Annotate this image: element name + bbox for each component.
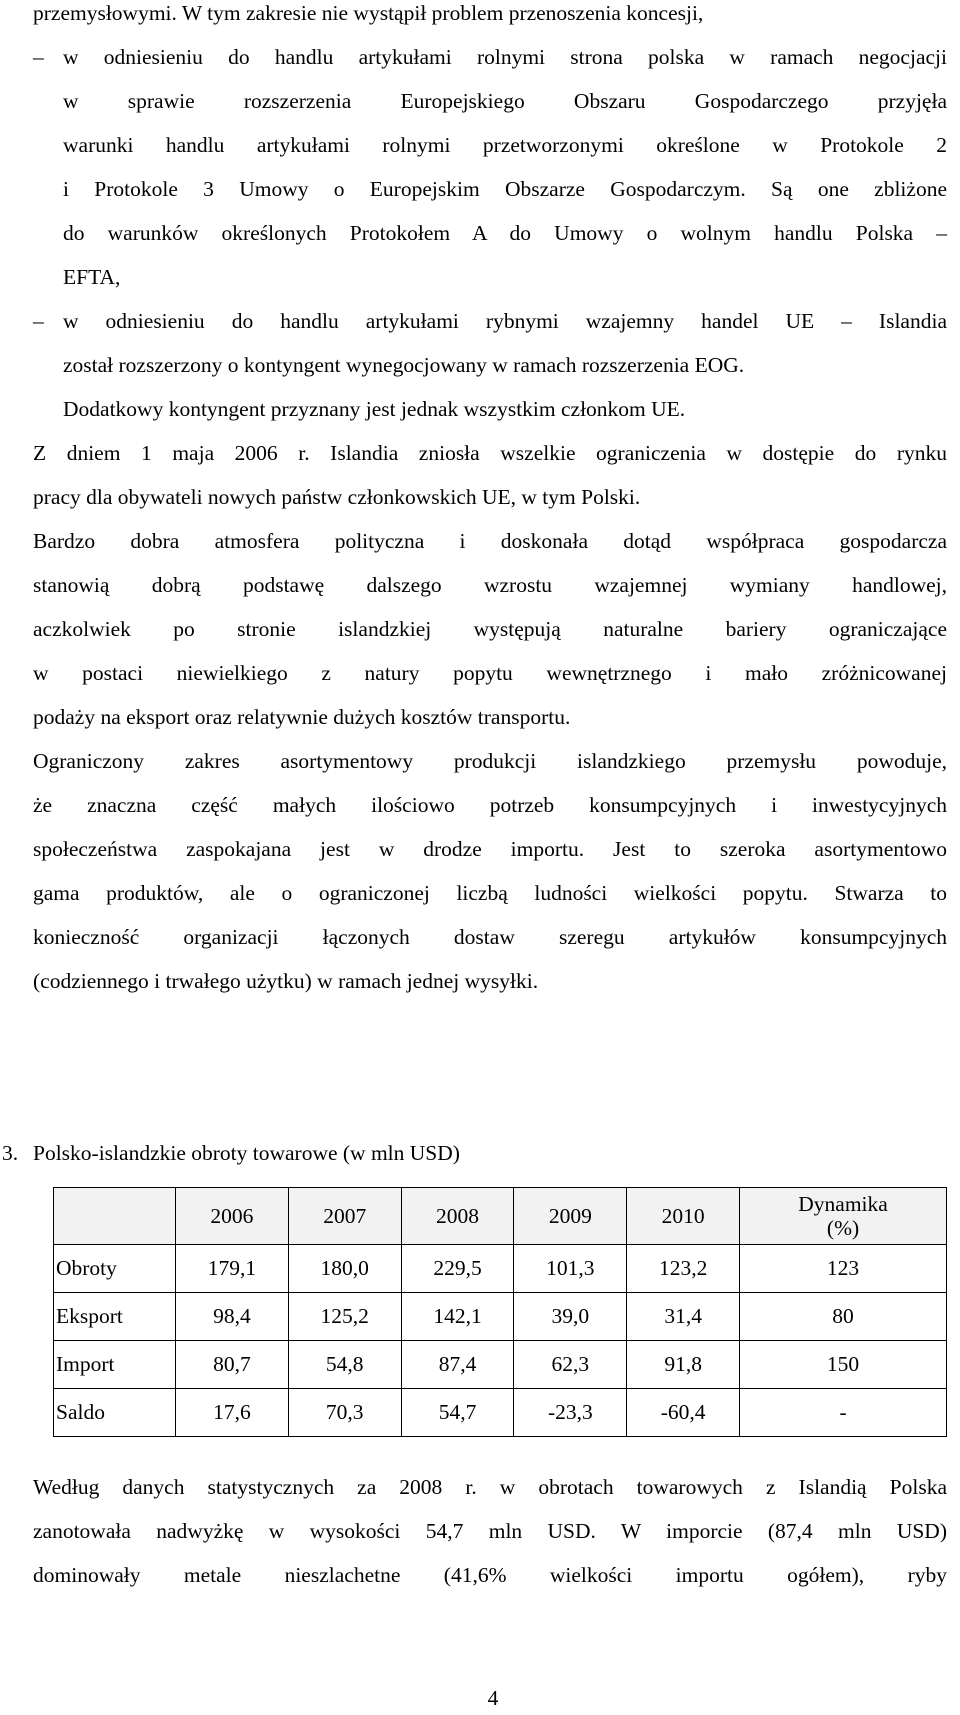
table-cell: 91,8	[627, 1341, 740, 1389]
table-corner-cell	[54, 1188, 176, 1245]
text-line: w sprawie rozszerzenia Europejskiego Obszaru Gospodarczego przyjęła	[63, 89, 947, 113]
table-cell: 123,2	[627, 1245, 740, 1293]
table-cell: 98,4	[176, 1293, 289, 1341]
table-cell: 17,6	[176, 1389, 289, 1437]
text-line: społeczeństwa zaspokajana jest w drodze importu. Jest to szeroka asortymentowo	[33, 837, 947, 861]
table-cell: 101,3	[514, 1245, 627, 1293]
table-cell: 123	[740, 1245, 947, 1293]
table-cell: 80	[740, 1293, 947, 1341]
text-line: podaży na eksport oraz relatywnie dużych kosztów transportu.	[33, 705, 571, 729]
section-number: 3.	[2, 1141, 19, 1165]
page-number: 4	[487, 1686, 499, 1710]
dynamics-header	[740, 1188, 947, 1245]
text-line: w odniesieniu do handlu artykułami rybnymi wzajemny handel UE – Islandia	[63, 309, 947, 333]
text-line: Z dniem 1 maja 2006 r. Islandia zniosła wszelkie ograniczenia w dostępie do rynku	[33, 441, 947, 465]
table-cell: 142,1	[401, 1293, 514, 1341]
section-title: Polsko-islandzkie obroty towarowe (w mln USD)	[33, 1141, 460, 1165]
table-cell: 62,3	[514, 1341, 627, 1389]
text-line: przemysłowymi. W tym zakresie nie wystąpił problem przenoszenia koncesji,	[33, 1, 704, 25]
table-row	[54, 1293, 947, 1341]
row-label: Saldo	[54, 1389, 176, 1437]
text-line: Według danych statystycznych za 2008 r. w obrotach towarowych z Islandią Polska	[33, 1475, 947, 1499]
text-line: (codziennego i trwałego użytku) w ramach jednej wysyłki.	[33, 969, 539, 993]
table-cell: 70,3	[288, 1389, 401, 1437]
table-cell: 80,7	[176, 1341, 289, 1389]
table-row	[54, 1245, 947, 1293]
table-cell: 54,7	[401, 1389, 514, 1437]
table-cell: 229,5	[401, 1245, 514, 1293]
dash-bullet: –	[33, 309, 44, 333]
text-line: stanowią dobrą podstawę dalszego wzrostu wzajemnej wymiany handlowej,	[33, 573, 947, 597]
text-line: w odniesieniu do handlu artykułami rolnymi strona polska w ramach negocjacji	[63, 45, 947, 69]
text-line: do warunków określonych Protokołem A do Umowy o wolnym handlu Polska –	[63, 221, 947, 245]
table-header-row	[54, 1188, 947, 1245]
text-line: zanotowała nadwyżkę w wysokości 54,7 mln USD. W imporcie (87,4 mln USD)	[33, 1519, 947, 1543]
text-line: EFTA,	[63, 265, 121, 289]
text-line: i Protokole 3 Umowy o Europejskim Obszarze Gospodarczym. Są one zbliżone	[63, 177, 947, 201]
dynamics-unit: (%)	[826, 1216, 860, 1240]
table-cell: 39,0	[514, 1293, 627, 1341]
table-cell: -60,4	[627, 1389, 740, 1437]
year-header: 2010	[627, 1188, 740, 1245]
text-line: że znaczna część małych ilościowo potrzeb konsumpcyjnych i inwestycyjnych	[33, 793, 947, 817]
text-line: w postaci niewielkiego z natury popytu wewnętrznego i mało zróżnicowanej	[33, 661, 947, 685]
table-cell: -	[740, 1389, 947, 1437]
dynamics-label: Dynamika	[798, 1192, 888, 1216]
table-cell: 87,4	[401, 1341, 514, 1389]
row-label: Obroty	[54, 1245, 176, 1293]
table-cell: 125,2	[288, 1293, 401, 1341]
table-cell: 150	[740, 1341, 947, 1389]
row-label: Eksport	[54, 1293, 176, 1341]
table-cell: 179,1	[176, 1245, 289, 1293]
table-cell: 54,8	[288, 1341, 401, 1389]
table-row	[54, 1341, 947, 1389]
text-line: aczkolwiek po stronie islandzkiej występują naturalne bariery ograniczające	[33, 617, 947, 641]
text-line: konieczność organizacji łączonych dostaw szeregu artykułów konsumpcyjnych	[33, 925, 947, 949]
text-line: Dodatkowy kontyngent przyznany jest jednak wszystkim członkom UE.	[63, 397, 686, 421]
text-line: dominowały metale nieszlachetne (41,6% wielkości importu ogółem), ryby	[33, 1563, 947, 1587]
table-cell: 180,0	[288, 1245, 401, 1293]
year-header: 2009	[514, 1188, 627, 1245]
year-header: 2008	[401, 1188, 514, 1245]
text-line: pracy dla obywateli nowych państw członkowskich UE, w tym Polski.	[33, 485, 641, 509]
table-cell: -23,3	[514, 1389, 627, 1437]
text-line: Bardzo dobra atmosfera polityczna i doskonała dotąd współpraca gospodarcza	[33, 529, 947, 553]
trade-table	[53, 1187, 947, 1437]
text-line: Ograniczony zakres asortymentowy produkcji islandzkiego przemysłu powoduje,	[33, 749, 947, 773]
row-label: Import	[54, 1341, 176, 1389]
text-line: warunki handlu artykułami rolnymi przetworzonymi określone w Protokole 2	[63, 133, 947, 157]
year-header: 2007	[288, 1188, 401, 1245]
year-header: 2006	[176, 1188, 289, 1245]
text-line: gama produktów, ale o ograniczonej liczbą ludności wielkości popytu. Stwarza to	[33, 881, 947, 905]
text-line: został rozszerzony o kontyngent wynegocjowany w ramach rozszerzenia EOG.	[63, 353, 745, 377]
dash-bullet: –	[33, 45, 44, 69]
table-row	[54, 1389, 947, 1437]
table-cell: 31,4	[627, 1293, 740, 1341]
